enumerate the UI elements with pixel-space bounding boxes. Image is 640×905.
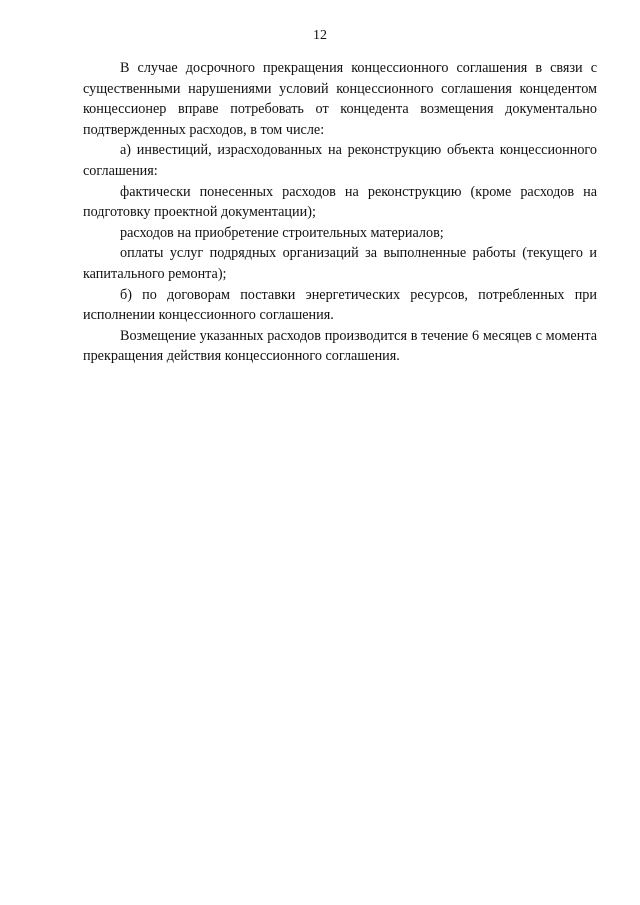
paragraph-contractor-services: оплаты услуг подрядных организаций за выполненные работы (текущего и капитального ремонта); [83, 245, 597, 282]
paragraph-reimbursement-term: Возмещение указанных расходов производится в течение 6 месяцев с момента прекращения действия концессионного соглашения. [83, 327, 597, 365]
paragraph-materials-costs: расходов на приобретение строительных материалов; [120, 224, 444, 241]
paragraph-item-a-investments: а) инвестиций, израсходованных на реконструкцию объекта концессионного соглашения: [83, 142, 597, 179]
paragraph-item-b-energy: б) по договорам поставки энергетических ресурсов, потребленных при исполнении концессионного соглашения. [83, 286, 597, 324]
page-number: 12 [313, 28, 327, 43]
document-body [83, 58, 597, 367]
paragraph-reconstruction-costs: фактически понесенных расходов на реконструкцию (кроме расходов на подготовку проектной документации); [83, 183, 597, 221]
paragraph-early-termination: В случае досрочного прекращения концессионного соглашения в связи с существенными нарушениями условий концессионного соглашения концедентом концессионер вправе потребовать от концедента возмещения документально подтвержденных расходов, в том числе: [83, 60, 597, 138]
